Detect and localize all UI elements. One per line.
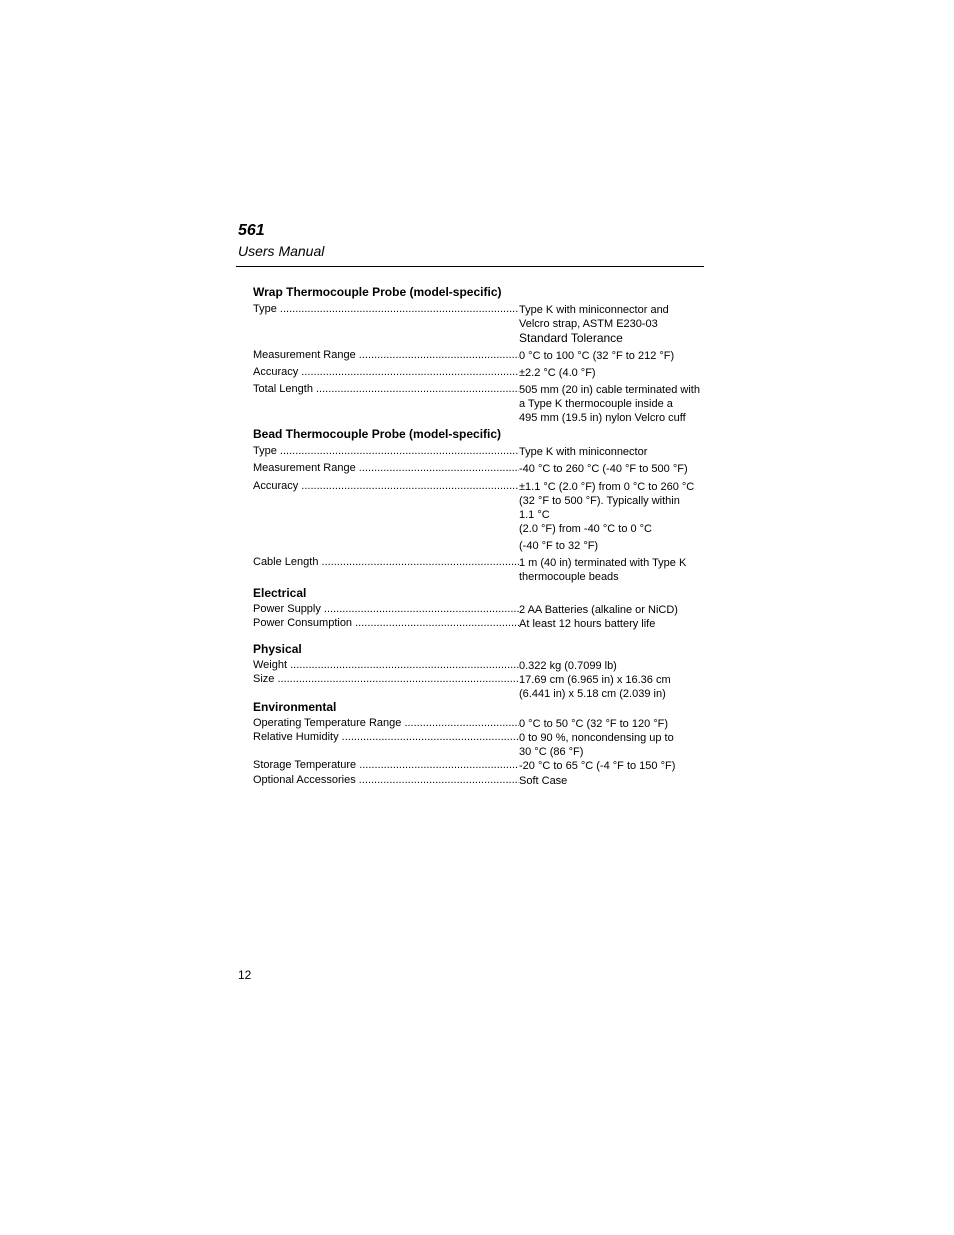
page-number: 12 xyxy=(238,968,252,982)
spec-value-line: 0 °C to 100 °C (32 °F to 212 °F) xyxy=(519,350,675,362)
spec-row xyxy=(253,445,713,459)
spec-value-line: -20 °C to 65 °C (-4 °F to 150 °F) xyxy=(519,760,676,772)
spec-value-line: ±2.2 °C (4.0 °F) xyxy=(519,367,596,379)
spec-row xyxy=(253,331,713,345)
spec-value xyxy=(519,659,709,673)
spec-value xyxy=(519,462,709,476)
spec-value-line: 2 AA Batteries (alkaline or NiCD) xyxy=(519,604,678,616)
spec-value xyxy=(519,349,709,363)
spec-value xyxy=(519,603,709,617)
spec-row xyxy=(253,383,713,424)
manual-title: Users Manual xyxy=(238,243,325,259)
spec-label: Power Consumption ..... xyxy=(253,617,519,629)
spec-label: Relative Humidity ..... xyxy=(253,731,519,743)
spec-value-line: 505 mm (20 in) cable terminated with xyxy=(519,384,700,396)
spec-value-line: 1 m (40 in) terminated with Type K xyxy=(519,557,687,569)
section-title: Environmental xyxy=(253,700,337,714)
spec-value-line: -40 °C to 260 °C (-40 °F to 500 °F) xyxy=(519,463,688,475)
section-title: Physical xyxy=(253,642,302,656)
spec-value-line: 30 °C (86 °F) xyxy=(519,746,584,758)
spec-value xyxy=(519,539,709,553)
spec-value xyxy=(519,445,709,459)
spec-label: Operating Temperature Range ..... xyxy=(253,717,519,729)
spec-value-line: (32 °F to 500 °F). Typically within xyxy=(519,495,680,507)
spec-row xyxy=(253,349,713,363)
spec-value-line: thermocouple beads xyxy=(519,571,619,583)
spec-value-line: (-40 °F to 32 °F) xyxy=(519,540,599,552)
spec-row xyxy=(253,556,713,583)
spec-label: Measurement Range ..... xyxy=(253,349,519,361)
spec-value xyxy=(519,480,709,536)
section-title: Bead Thermocouple Probe (model-specific) xyxy=(253,427,502,441)
spec-label: Type ..... xyxy=(253,303,519,315)
spec-row xyxy=(253,731,713,758)
spec-value-line: 495 mm (19.5 in) nylon Velcro cuff xyxy=(519,412,686,424)
spec-value-line: Standard Tolerance xyxy=(519,331,623,345)
spec-row xyxy=(253,462,713,476)
spec-value-line: (6.441 in) x 5.18 cm (2.039 in) xyxy=(519,688,666,700)
spec-value-line: a Type K thermocouple inside a xyxy=(519,398,673,410)
spec-row xyxy=(253,659,713,673)
spec-value xyxy=(519,717,709,731)
section-title: Wrap Thermocouple Probe (model-specific) xyxy=(253,285,502,299)
spec-row xyxy=(253,480,713,535)
manual-model-number: 561 xyxy=(238,222,265,239)
spec-row xyxy=(253,603,713,617)
spec-row xyxy=(253,774,713,788)
spec-value-line: Velcro strap, ASTM E230-03 xyxy=(519,318,658,330)
spec-label: Cable Length ..... xyxy=(253,556,519,568)
spec-row xyxy=(253,303,713,330)
spec-value xyxy=(519,731,709,759)
spec-label: Storage Temperature ..... xyxy=(253,759,519,771)
spec-value xyxy=(519,383,709,425)
section-title: Electrical xyxy=(253,586,307,600)
spec-label: Weight ..... xyxy=(253,659,519,671)
spec-value xyxy=(519,774,709,788)
spec-value xyxy=(519,366,709,380)
spec-value xyxy=(519,303,709,331)
spec-label: Accuracy ..... xyxy=(253,366,519,378)
spec-row xyxy=(253,673,713,700)
spec-value-line: 0 °C to 50 °C (32 °F to 120 °F) xyxy=(519,718,669,730)
spec-value-line: At least 12 hours battery life xyxy=(519,618,656,630)
spec-label: Accuracy ..... xyxy=(253,480,519,492)
spec-value xyxy=(519,331,709,345)
spec-row xyxy=(253,617,713,631)
spec-value xyxy=(519,759,709,773)
spec-value-line: Soft Case xyxy=(519,775,568,787)
spec-label: Optional Accessories ..... xyxy=(253,774,519,786)
spec-value-line: 0 to 90 %, noncondensing up to xyxy=(519,732,674,744)
spec-label: Size ..... xyxy=(253,673,519,685)
spec-row xyxy=(253,366,713,380)
spec-label: Type ..... xyxy=(253,445,519,457)
spec-value xyxy=(519,673,709,701)
spec-value-line: Type K with miniconnector and xyxy=(519,304,669,316)
spec-value-line: ±1.1 °C (2.0 °F) from 0 °C to 260 °C xyxy=(519,481,695,493)
spec-value-line: 17.69 cm (6.965 in) x 16.36 cm xyxy=(519,674,671,686)
spec-value xyxy=(519,617,709,631)
header-divider xyxy=(236,266,704,267)
spec-row xyxy=(253,539,713,553)
spec-value-line: 1.1 °C xyxy=(519,509,550,521)
spec-row xyxy=(253,759,713,773)
spec-value xyxy=(519,556,709,584)
spec-label: Total Length ..... xyxy=(253,383,519,395)
spec-label: Measurement Range ..... xyxy=(253,462,519,474)
spec-value-line: (2.0 °F) from -40 °C to 0 °C xyxy=(519,523,653,535)
spec-value-line: Type K with miniconnector xyxy=(519,446,648,458)
spec-row xyxy=(253,717,713,731)
spec-value-line: 0.322 kg (0.7099 lb) xyxy=(519,660,617,672)
spec-label: Power Supply ..... xyxy=(253,603,519,615)
